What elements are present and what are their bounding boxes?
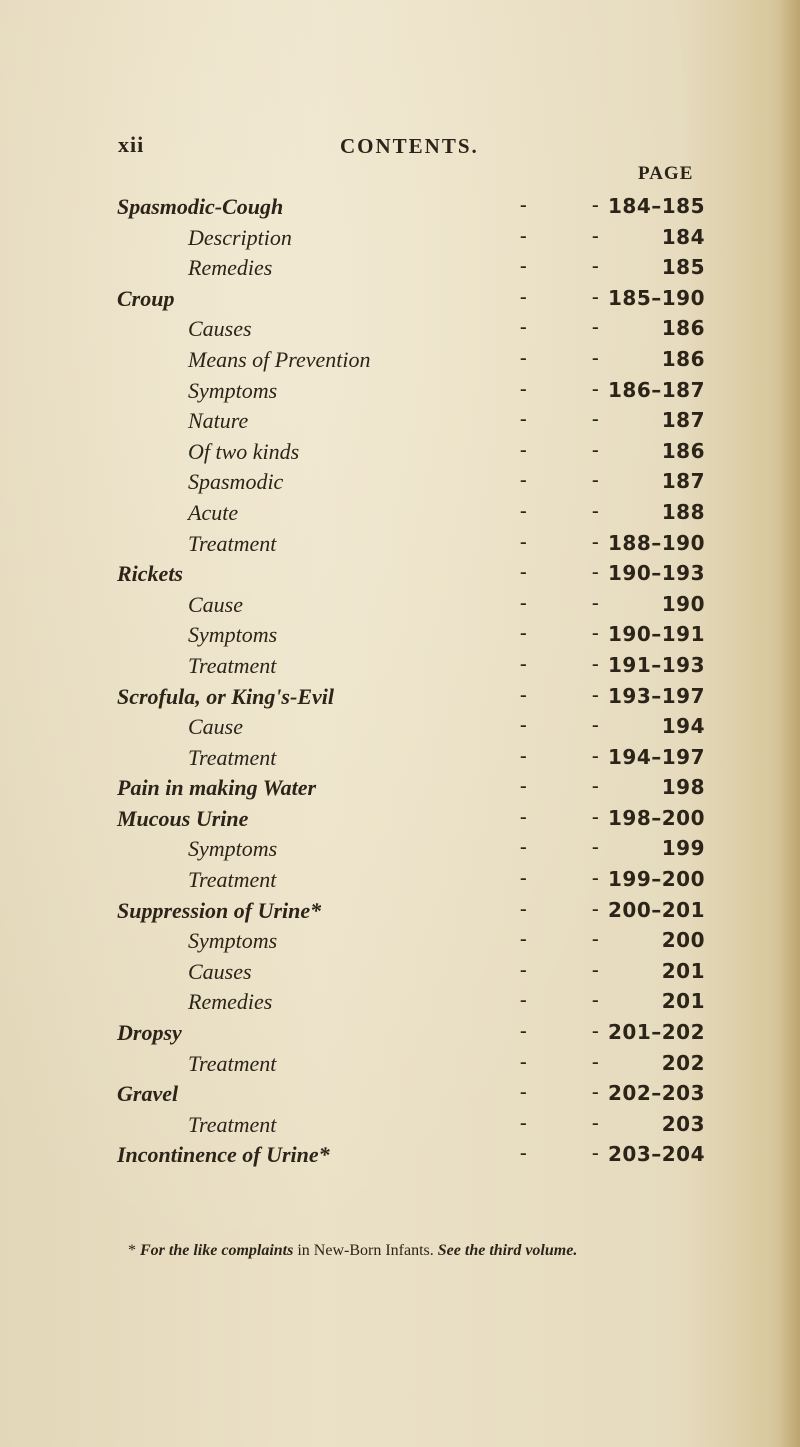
- entry-pages: 198–200: [608, 805, 705, 830]
- running-head: CONTENTS.: [340, 134, 479, 158]
- contents-entry: [0, 1142, 800, 1173]
- entry-title: Croup: [117, 285, 175, 311]
- entry-pages: 187: [661, 408, 705, 433]
- leader-dash: -: [592, 775, 599, 798]
- entry-pages: 186: [661, 316, 705, 341]
- entry-title: Scrofula, or King's-Evil: [117, 683, 334, 709]
- leader-dash: -: [592, 714, 599, 737]
- entry-title: Treatment: [188, 652, 277, 678]
- leader-dash: -: [592, 346, 599, 369]
- contents-subentry: [0, 225, 800, 256]
- entry-title: Treatment: [188, 1111, 277, 1137]
- leader-dash: -: [520, 652, 527, 675]
- entry-title: Mucous Urine: [117, 805, 249, 831]
- contents-entry: [0, 286, 800, 317]
- entry-title: Incontinence of Urine*: [117, 1142, 330, 1168]
- leader-dash: -: [592, 1142, 599, 1165]
- entry-pages: 194: [661, 714, 705, 739]
- leader-dash: -: [520, 744, 527, 767]
- contents-subentry: [0, 867, 800, 898]
- entry-title: Remedies: [188, 255, 273, 281]
- entry-title: Symptoms: [188, 377, 278, 403]
- leader-dash: -: [520, 469, 527, 492]
- leader-dash: -: [592, 1050, 599, 1073]
- leader-dash: -: [520, 958, 527, 981]
- contents-subentry: [0, 653, 800, 684]
- leader-dash: -: [592, 744, 599, 767]
- entry-title: Nature: [188, 408, 249, 434]
- leader-dash: -: [520, 561, 527, 584]
- entry-title: Symptoms: [188, 928, 278, 954]
- leader-dash: -: [592, 867, 599, 890]
- leader-dash: -: [592, 958, 599, 981]
- leader-dash: -: [592, 255, 599, 278]
- leader-dash: -: [592, 499, 599, 522]
- footnote-reference: See the third volume.: [437, 1242, 578, 1259]
- leader-dash: -: [592, 1111, 599, 1134]
- contents-subentry: [0, 378, 800, 409]
- entry-title: Dropsy: [117, 1020, 182, 1046]
- entry-pages: 190–193: [608, 561, 705, 586]
- entry-title: Cause: [188, 714, 243, 740]
- entry-pages: 201: [661, 989, 705, 1014]
- entry-pages: 200–201: [608, 897, 705, 922]
- entry-pages: 185–190: [608, 285, 705, 310]
- leader-dash: -: [520, 285, 527, 308]
- contents-subentry: [0, 1112, 800, 1143]
- leader-dash: -: [520, 408, 527, 431]
- leader-dash: -: [592, 928, 599, 951]
- contents-subentry: [0, 928, 800, 959]
- entry-title: Treatment: [188, 867, 277, 893]
- contents-subentry: [0, 500, 800, 531]
- contents-subentry: [0, 469, 800, 500]
- leader-dash: -: [520, 622, 527, 645]
- entry-pages: 201–202: [608, 1020, 705, 1045]
- contents-subentry: [0, 255, 800, 286]
- entry-title: Symptoms: [188, 836, 278, 862]
- entry-title: Means of Prevention: [188, 346, 371, 372]
- footnote: [128, 1242, 577, 1260]
- entry-title: Remedies: [188, 989, 273, 1015]
- contents-list: [0, 194, 800, 1173]
- footnote-marker: *: [128, 1242, 136, 1259]
- leader-dash: -: [520, 928, 527, 951]
- entry-pages: 203–204: [608, 1142, 705, 1167]
- contents-subentry: [0, 622, 800, 653]
- entry-title: Treatment: [188, 1050, 277, 1076]
- leader-dash: -: [592, 438, 599, 461]
- contents-entry: [0, 561, 800, 592]
- entry-pages: 186: [661, 438, 705, 463]
- leader-dash: -: [592, 897, 599, 920]
- leader-dash: -: [520, 346, 527, 369]
- leader-dash: -: [520, 438, 527, 461]
- entry-title: Suppression of Urine*: [117, 897, 322, 923]
- contents-entry: [0, 898, 800, 929]
- leader-dash: -: [520, 1050, 527, 1073]
- entry-pages: 198: [661, 775, 705, 800]
- leader-dash: -: [520, 897, 527, 920]
- leader-dash: -: [520, 530, 527, 553]
- leader-dash: -: [592, 989, 599, 1012]
- entry-title: Spasmodic: [188, 469, 284, 495]
- contents-subentry: [0, 439, 800, 470]
- contents-subentry: [0, 592, 800, 623]
- leader-dash: -: [592, 1020, 599, 1043]
- contents-subentry: [0, 714, 800, 745]
- entry-pages: 185: [661, 255, 705, 280]
- contents-subentry: [0, 531, 800, 562]
- contents-entry: [0, 806, 800, 837]
- leader-dash: -: [592, 377, 599, 400]
- entry-title: Acute: [188, 499, 239, 525]
- entry-pages: 187: [661, 469, 705, 494]
- leader-dash: -: [592, 530, 599, 553]
- leader-dash: -: [520, 1020, 527, 1043]
- entry-pages: 186: [661, 346, 705, 371]
- leader-dash: -: [520, 255, 527, 278]
- leader-dash: -: [592, 469, 599, 492]
- leader-dash: -: [520, 591, 527, 614]
- contents-subentry: [0, 989, 800, 1020]
- entry-pages: 202–203: [608, 1081, 705, 1106]
- entry-pages: 190: [661, 591, 705, 616]
- contents-subentry: [0, 347, 800, 378]
- contents-subentry: [0, 836, 800, 867]
- page-column-label: PAGE: [638, 163, 694, 184]
- contents-entry: [0, 1081, 800, 1112]
- entry-pages: 199: [661, 836, 705, 861]
- leader-dash: -: [520, 316, 527, 339]
- entry-title: Causes: [188, 316, 252, 342]
- contents-subentry: [0, 316, 800, 347]
- leader-dash: -: [520, 805, 527, 828]
- leader-dash: -: [592, 683, 599, 706]
- leader-dash: -: [592, 652, 599, 675]
- entry-title: Treatment: [188, 744, 277, 770]
- leader-dash: -: [520, 867, 527, 890]
- leader-dash: -: [592, 591, 599, 614]
- leader-dash: -: [520, 194, 527, 216]
- contents-subentry: [0, 959, 800, 990]
- contents-entry: [0, 194, 800, 225]
- entry-pages: 188–190: [608, 530, 705, 555]
- entry-pages: 202: [661, 1050, 705, 1075]
- page-header: [118, 132, 678, 162]
- entry-title: Cause: [188, 591, 243, 617]
- entry-title: Spasmodic-Cough: [117, 194, 284, 219]
- leader-dash: -: [520, 499, 527, 522]
- leader-dash: -: [592, 285, 599, 308]
- contents-subentry: [0, 1051, 800, 1082]
- contents-entry: [0, 684, 800, 715]
- entry-pages: 186–187: [608, 377, 705, 402]
- leader-dash: -: [520, 775, 527, 798]
- page-number: xii: [118, 132, 145, 157]
- entry-title: Symptoms: [188, 622, 278, 648]
- contents-subentry: [0, 408, 800, 439]
- leader-dash: -: [592, 805, 599, 828]
- leader-dash: -: [592, 836, 599, 859]
- entry-pages: 193–197: [608, 683, 705, 708]
- entry-pages: 191–193: [608, 652, 705, 677]
- leader-dash: -: [520, 989, 527, 1012]
- entry-pages: 190–191: [608, 622, 705, 647]
- entry-title: Of two kinds: [188, 438, 300, 464]
- entry-pages: 200: [661, 928, 705, 953]
- leader-dash: -: [592, 622, 599, 645]
- entry-pages: 201: [661, 958, 705, 983]
- leader-dash: -: [520, 683, 527, 706]
- footnote-text-roman: in New-Born Infants.: [297, 1242, 434, 1259]
- leader-dash: -: [592, 224, 599, 247]
- entry-pages: 194–197: [608, 744, 705, 769]
- contents-entry: [0, 775, 800, 806]
- leader-dash: -: [592, 316, 599, 339]
- contents-subentry: [0, 745, 800, 776]
- entry-title: Description: [188, 224, 292, 250]
- leader-dash: -: [520, 836, 527, 859]
- contents-entry: [0, 1020, 800, 1051]
- leader-dash: -: [520, 714, 527, 737]
- entry-title: Causes: [188, 958, 252, 984]
- footnote-text-italic: For the like complaints: [140, 1242, 294, 1259]
- leader-dash: -: [520, 1111, 527, 1134]
- leader-dash: -: [520, 224, 527, 247]
- leader-dash: -: [520, 1081, 527, 1104]
- entry-pages: 184–185: [608, 194, 705, 218]
- entry-title: Treatment: [188, 530, 277, 556]
- entry-pages: 203: [661, 1111, 705, 1136]
- entry-pages: 184: [661, 224, 705, 249]
- leader-dash: -: [592, 1081, 599, 1104]
- entry-pages: 199–200: [608, 867, 705, 892]
- leader-dash: -: [592, 561, 599, 584]
- leader-dash: -: [520, 377, 527, 400]
- leader-dash: -: [592, 408, 599, 431]
- entry-pages: 188: [661, 499, 705, 524]
- entry-title: Gravel: [117, 1081, 179, 1107]
- leader-dash: -: [592, 194, 599, 216]
- leader-dash: -: [520, 1142, 527, 1165]
- entry-title: Rickets: [117, 561, 183, 587]
- entry-title: Pain in making Water: [117, 775, 317, 801]
